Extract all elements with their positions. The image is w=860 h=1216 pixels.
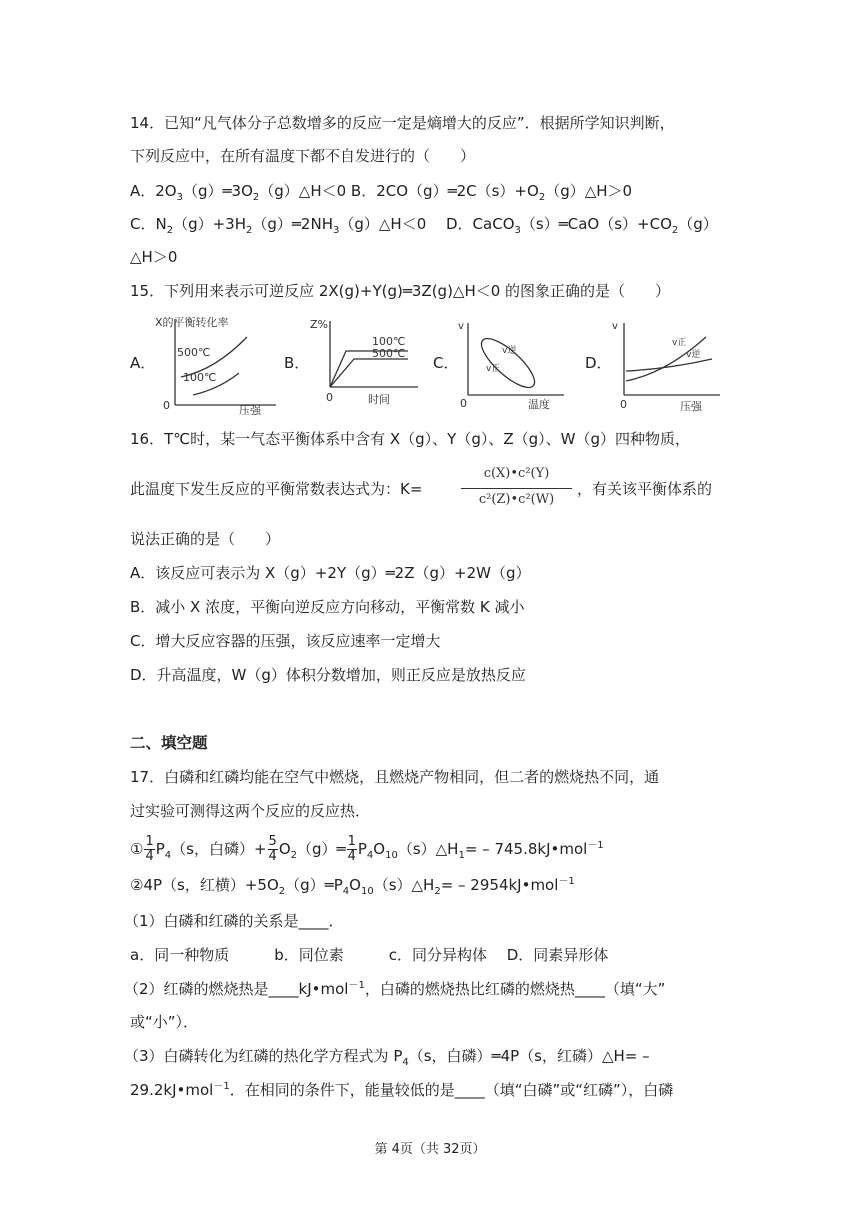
graph-d-ylabel: v bbox=[612, 321, 618, 332]
q17-equation-1: ① $\frac{1}{4}$ $P_4(s$，白磷）+ $\frac{5}{4}$ $O_2(g)═$ $\frac{1}{4}$ $P_4O_{10}(s)\triangle H_1=$ – 745.8kJ•mol$^{-1}$ bbox=[130, 834, 604, 864]
q17-stem-line1: 17．白磷和红磷均能在空气中燃烧，且燃烧产物相同，但二者的燃烧热不同，通 bbox=[130, 768, 660, 786]
graph-a-label-100: 100℃ bbox=[183, 371, 217, 384]
q15-label-c: C． bbox=[433, 354, 459, 372]
graph-b-label-100: 100℃ bbox=[372, 335, 406, 348]
q16-option-a: A．该反应可表示为 X（g）+2Y（g）═2Z（g）+2W（g） bbox=[130, 564, 531, 582]
graph-b-curve-500 bbox=[330, 359, 408, 387]
graph-d-origin: 0 bbox=[620, 398, 627, 411]
q14-option-d-line2: △H＞0 bbox=[130, 248, 178, 266]
q15-graph-d bbox=[608, 315, 733, 415]
q15-label-d: D． bbox=[585, 354, 612, 372]
q17-sub1-options: a．同一种物质 b．同位素 c．同分异构体 D．同素异形体 bbox=[130, 946, 609, 964]
q14-options-cd: C．$N_2(g)+3H_2(g)═2NH_3(g)\triangle H<0$ D．$CaCO_3(s)═CaO(s)+CO_2(g)$ bbox=[130, 215, 718, 236]
equilibrium-constant-formula bbox=[459, 466, 574, 512]
graph-b-origin: 0 bbox=[326, 391, 333, 404]
q15-graph-c bbox=[456, 315, 581, 415]
q15-stem: 15．下列用来表示可逆反应 2X(g)+Y(g)═3Z(g)△H＜0 的图象正确的是（ ） bbox=[130, 282, 671, 300]
graph-c-origin: 0 bbox=[460, 397, 467, 410]
graph-b-label-500: 500℃ bbox=[372, 347, 406, 360]
formula-fraction-bar bbox=[461, 488, 572, 489]
section-heading: 二、填空题 bbox=[130, 734, 208, 752]
q15-graph-b bbox=[306, 315, 431, 415]
formula-denominator: c²(Z)•c²(W) bbox=[478, 492, 555, 507]
q15-label-a: A． bbox=[130, 354, 156, 372]
q14-stem-line1: 14．已知“凡气体分子总数增多的反应一定是熵增大的反应”．根据所学知识判断， bbox=[130, 114, 675, 132]
graph-c-ellipse bbox=[475, 331, 542, 394]
q15-label-b: B． bbox=[284, 354, 310, 372]
q17-sub3-cont: 29.2kJ•mol$^{-1}$．在相同的条件下，能量较低的是____（填“白磷”或“红磷”），白磷 bbox=[130, 1081, 674, 1099]
q17-stem-line2: 过实验可测得这两个反应的反应热． bbox=[130, 802, 371, 820]
q17-sub2-cont: 或“小”）． bbox=[130, 1013, 199, 1031]
q15-graph-a bbox=[153, 315, 278, 415]
q17-sub2: （2）红磷的燃烧热是____kJ•mol$^{-1}$，白磷的燃烧热比红磷的燃烧热____（填“大” bbox=[124, 980, 666, 998]
graph-c-label-v-forward: v正 bbox=[486, 364, 501, 374]
q16-option-c: C．增大反应容器的压强，该反应速率一定增大 bbox=[130, 632, 441, 650]
q14-stem-line2: 下列反应中，在所有温度下都不自发进行的（ ） bbox=[130, 147, 476, 165]
q16-stem-line3: 说法正确的是（ ） bbox=[130, 530, 281, 548]
graph-b-ylabel: Z% bbox=[310, 318, 328, 331]
page-footer: 第 4页（共 32页） bbox=[374, 1142, 486, 1157]
formula-numerator: c(X)•c²(Y) bbox=[483, 466, 550, 481]
graph-d-xlabel: 压强 bbox=[680, 400, 702, 413]
q16-stem-line1: 16．T℃时，某一气态平衡体系中含有 X（g）、Y（g）、Z（g）、W（g）四种物质， bbox=[130, 430, 690, 448]
q16-option-b: B．减小 X 浓度，平衡向逆反应方向移动，平衡常数 K 减小 bbox=[130, 598, 525, 616]
graph-c-ylabel: v bbox=[458, 321, 464, 332]
graph-c-label-v-reverse: v逆 bbox=[502, 346, 517, 356]
q17-sub1: （1）白磷和红磷的关系是____． bbox=[124, 912, 344, 930]
graph-a-label-500: 500℃ bbox=[177, 346, 211, 359]
graph-a-ylabel: X的平衡转化率 bbox=[155, 316, 229, 329]
graph-a-xlabel: 压强 bbox=[239, 404, 261, 415]
q17-sub3: （3）白磷转化为红磷的热化学方程式为 $P_4(s$，白磷）═4P（s，红磷）△H= – bbox=[124, 1047, 650, 1068]
q16-option-d: D．升高温度，W（g）体积分数增加，则正反应是放热反应 bbox=[130, 666, 526, 684]
graph-d-label-v-reverse: v逆 bbox=[686, 350, 701, 360]
graph-c-xlabel: 温度 bbox=[528, 398, 550, 411]
q16-stem-line2a: 此温度下发生反应的平衡常数表达式为：K= bbox=[130, 480, 423, 498]
graph-a-origin: 0 bbox=[163, 399, 170, 412]
q16-stem-line2b: ，有关该平衡体系的 bbox=[577, 480, 713, 498]
q17-equation-2: ②4P（s，红横）$+5O_2(g)═P_4O_{10}(s)\triangle H_2=$ – 2954kJ•mol$^{-1}$ bbox=[130, 876, 575, 897]
graph-b-xlabel: 时间 bbox=[368, 393, 390, 406]
q14-options-ab: A．$2O_3(g)═3O_2(g)\triangle H<0$ B．$2CO(g)═2C(s)+O_2(g)\triangle H>0$ bbox=[130, 182, 633, 203]
graph-d-label-v-forward: v正 bbox=[672, 338, 687, 348]
